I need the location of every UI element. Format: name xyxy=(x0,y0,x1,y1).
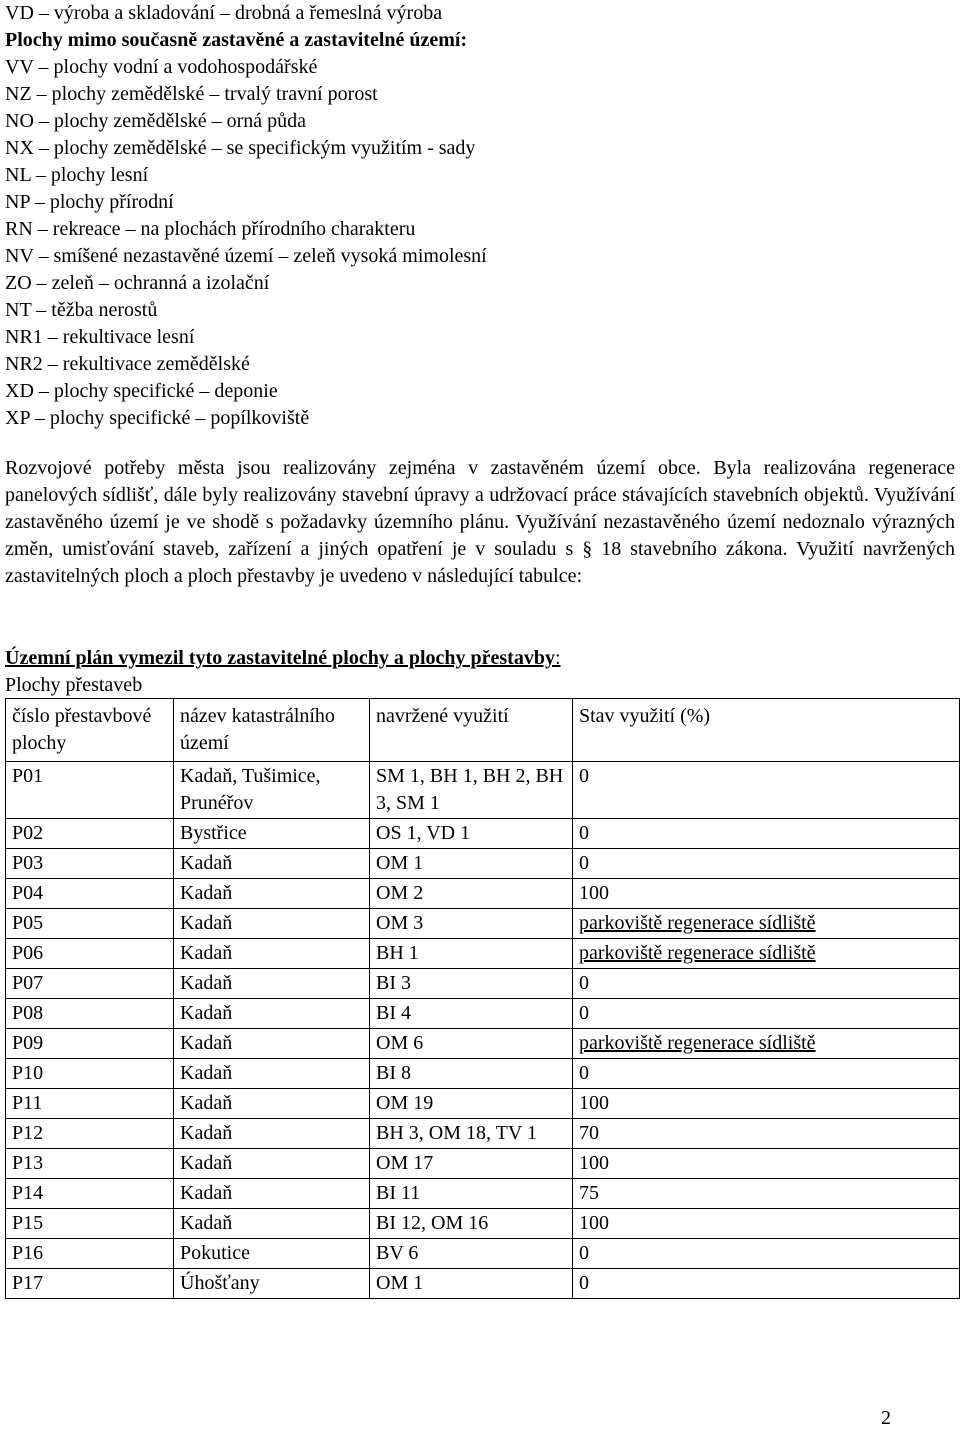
cell-usage-status: 100 xyxy=(573,879,960,909)
table-body xyxy=(6,762,960,1299)
cell-usage-status: 100 xyxy=(573,1209,960,1239)
cell-cadastral-area: Kadaň xyxy=(174,909,370,939)
legend-item: ZO – zeleň – ochranná a izolační xyxy=(5,272,270,294)
cell-usage-status: 0 xyxy=(573,1239,960,1269)
section-heading: Plochy mimo současně zastavěné a zastavitelné území: xyxy=(5,29,468,51)
legend-item: NP – plochy přírodní xyxy=(5,191,174,213)
page-number: 2 xyxy=(881,1407,891,1429)
cell-usage-status: 0 xyxy=(573,1269,960,1299)
cell-plot-number: P13 xyxy=(6,1149,174,1179)
table-row xyxy=(6,939,960,969)
cell-plot-number: P02 xyxy=(6,819,174,849)
cell-proposed-use: BH 3, OM 18, TV 1 xyxy=(370,1119,573,1149)
cell-plot-number: P14 xyxy=(6,1179,174,1209)
cell-cadastral-area: Kadaň xyxy=(174,1059,370,1089)
table-heading xyxy=(5,645,561,672)
table-row xyxy=(6,969,960,999)
table-row xyxy=(6,909,960,939)
table-row xyxy=(6,1029,960,1059)
redevelopment-table xyxy=(5,698,960,1299)
table-row xyxy=(6,1269,960,1299)
cell-proposed-use: OM 19 xyxy=(370,1089,573,1119)
legend-item: NV – smíšené nezastavěné území – zeleň vysoká mimolesní xyxy=(5,245,487,267)
cell-proposed-use: OS 1, VD 1 xyxy=(370,819,573,849)
body-paragraph: Rozvojové potřeby města jsou realizovány zejména v zastavěném území obce. Byla realizována regenerace panelových sídlišť, dále byly realizovány stavební úpravy a udržovací práce stávajících stavebních objektů. Využívání zastavěného území je ve shodě s požadavky územního plánu. Využívání nezastavěného území nedoznalo výrazných změn, umisťování staveb, zařízení a jiných opatření je v souladu s § 18 stavebního zákona. Využití navržených zastavitelných ploch a ploch přestavby je uvedeno v následující tabulce: xyxy=(5,457,955,587)
cell-cadastral-area: Kadaň xyxy=(174,999,370,1029)
legend-item: VV – plochy vodní a vodohospodářské xyxy=(5,56,318,78)
cell-cadastral-area: Pokutice xyxy=(174,1239,370,1269)
table-row xyxy=(6,1149,960,1179)
cell-usage-status: parkoviště regenerace sídliště xyxy=(573,939,960,969)
legend-item: NO – plochy zemědělské – orná půda xyxy=(5,110,307,132)
table-caption: Plochy přestaveb xyxy=(5,674,143,696)
table-header-row xyxy=(6,699,960,762)
table-heading-colon: : xyxy=(554,647,561,669)
cell-plot-number: P05 xyxy=(6,909,174,939)
legend-item: VD – výroba a skladování – drobná a řemeslná výroba xyxy=(5,2,443,24)
table-row xyxy=(6,819,960,849)
cell-plot-number: P09 xyxy=(6,1029,174,1059)
cell-cadastral-area: Kadaň xyxy=(174,1119,370,1149)
legend-item: NR1 – rekultivace lesní xyxy=(5,326,195,348)
cell-plot-number: P11 xyxy=(6,1089,174,1119)
cell-cadastral-area: Kadaň xyxy=(174,1029,370,1059)
table-row xyxy=(6,1119,960,1149)
legend-item: NT – těžba nerostů xyxy=(5,299,158,321)
legend-item: XP – plochy specifické – popílkoviště xyxy=(5,407,310,429)
cell-proposed-use: BI 12, OM 16 xyxy=(370,1209,573,1239)
cell-usage-status: 0 xyxy=(573,762,960,819)
table-row xyxy=(6,1059,960,1089)
legend-item: XD – plochy specifické – deponie xyxy=(5,380,278,402)
cell-proposed-use: OM 3 xyxy=(370,909,573,939)
cell-proposed-use: BI 8 xyxy=(370,1059,573,1089)
cell-usage-status: 75 xyxy=(573,1179,960,1209)
table-row xyxy=(6,999,960,1029)
cell-proposed-use: OM 17 xyxy=(370,1149,573,1179)
table-row xyxy=(6,879,960,909)
header-proposed-use: navržené využití xyxy=(370,699,573,762)
cell-cadastral-area: Kadaň xyxy=(174,879,370,909)
cell-plot-number: P04 xyxy=(6,879,174,909)
cell-usage-status: 70 xyxy=(573,1119,960,1149)
cell-plot-number: P03 xyxy=(6,849,174,879)
cell-plot-number: P06 xyxy=(6,939,174,969)
cell-cadastral-area: Kadaň, Tušimice, Prunéřov xyxy=(174,762,370,819)
cell-proposed-use: SM 1, BH 1, BH 2, BH 3, SM 1 xyxy=(370,762,573,819)
cell-usage-status: 0 xyxy=(573,1059,960,1089)
table-row xyxy=(6,1209,960,1239)
table-row xyxy=(6,849,960,879)
header-usage-status: Stav využití (%) xyxy=(573,699,960,762)
cell-plot-number: P07 xyxy=(6,969,174,999)
cell-proposed-use: BI 3 xyxy=(370,969,573,999)
cell-proposed-use: OM 6 xyxy=(370,1029,573,1059)
cell-proposed-use: BV 6 xyxy=(370,1239,573,1269)
cell-proposed-use: OM 1 xyxy=(370,1269,573,1299)
cell-usage-status: 100 xyxy=(573,1089,960,1119)
cell-plot-number: P08 xyxy=(6,999,174,1029)
cell-cadastral-area: Úhošťany xyxy=(174,1269,370,1299)
table-row xyxy=(6,762,960,819)
cell-cadastral-area: Bystřice xyxy=(174,819,370,849)
cell-proposed-use: BH 1 xyxy=(370,939,573,969)
cell-cadastral-area: Kadaň xyxy=(174,1209,370,1239)
cell-usage-status: 0 xyxy=(573,819,960,849)
cell-cadastral-area: Kadaň xyxy=(174,849,370,879)
header-cadastral-area: název katastrálního území xyxy=(174,699,370,762)
table-row xyxy=(6,1179,960,1209)
header-plot-number: číslo přestavbové plochy xyxy=(6,699,174,762)
cell-plot-number: P17 xyxy=(6,1269,174,1299)
cell-cadastral-area: Kadaň xyxy=(174,1179,370,1209)
cell-usage-status: parkoviště regenerace sídliště xyxy=(573,1029,960,1059)
cell-cadastral-area: Kadaň xyxy=(174,939,370,969)
cell-proposed-use: OM 1 xyxy=(370,849,573,879)
document-page xyxy=(5,0,955,1429)
table-heading-text: Územní plán vymezil tyto zastavitelné plochy a plochy přestavby xyxy=(5,647,555,669)
cell-cadastral-area: Kadaň xyxy=(174,1149,370,1179)
cell-plot-number: P01 xyxy=(6,762,174,819)
table-row xyxy=(6,1239,960,1269)
legend-item: NL – plochy lesní xyxy=(5,164,149,186)
cell-usage-status: 100 xyxy=(573,1149,960,1179)
cell-proposed-use: BI 11 xyxy=(370,1179,573,1209)
cell-proposed-use: OM 2 xyxy=(370,879,573,909)
cell-plot-number: P16 xyxy=(6,1239,174,1269)
cell-proposed-use: BI 4 xyxy=(370,999,573,1029)
legend-item: NR2 – rekultivace zemědělské xyxy=(5,353,250,375)
cell-usage-status: 0 xyxy=(573,969,960,999)
legend-list xyxy=(5,0,955,432)
cell-cadastral-area: Kadaň xyxy=(174,969,370,999)
cell-usage-status: 0 xyxy=(573,999,960,1029)
cell-usage-status: 0 xyxy=(573,849,960,879)
cell-cadastral-area: Kadaň xyxy=(174,1089,370,1119)
legend-item: RN – rekreace – na plochách přírodního charakteru xyxy=(5,218,416,240)
cell-plot-number: P10 xyxy=(6,1059,174,1089)
legend-item: NZ – plochy zemědělské – trvalý travní porost xyxy=(5,83,378,105)
cell-usage-status: parkoviště regenerace sídliště xyxy=(573,909,960,939)
cell-plot-number: P15 xyxy=(6,1209,174,1239)
table-row xyxy=(6,1089,960,1119)
cell-plot-number: P12 xyxy=(6,1119,174,1149)
legend-item: NX – plochy zemědělské – se specifickým využitím - sady xyxy=(5,137,476,159)
